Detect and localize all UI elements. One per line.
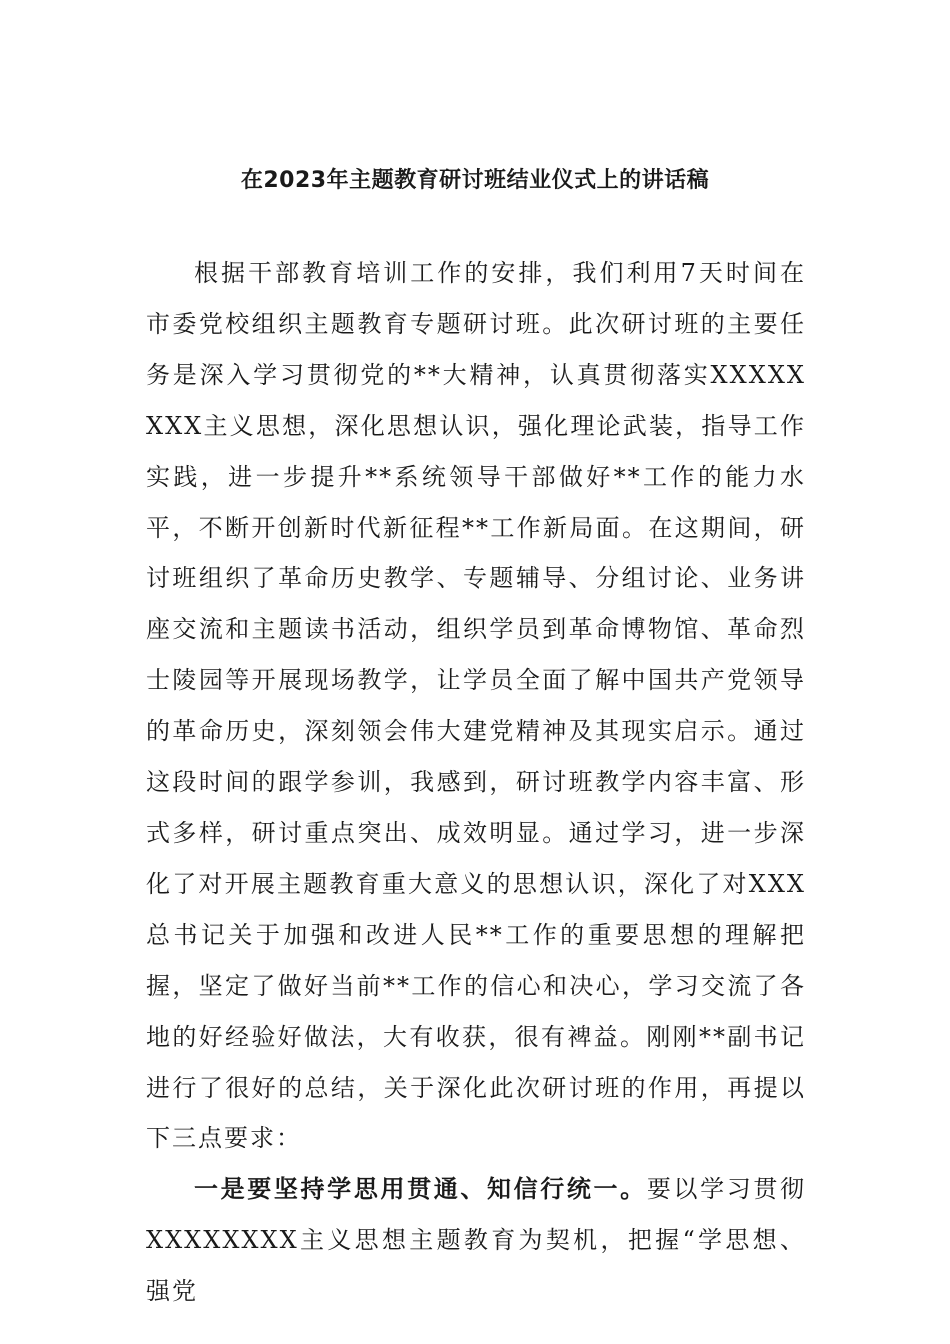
- document-body: [146, 248, 806, 1317]
- document-title: 在2023年主题教育研讨班结业仪式上的讲话稿: [240, 168, 710, 193]
- paragraph-intro-text: 根据干部教育培训工作的安排，我们利用7天时间在市委党校组织主题教育专题研讨班。此次研讨班的主要任务是深入学习贯彻党的**大精神，认真贯彻落实XXXXXXXX主义思想，深化思想认识，强化理论武装，指导工作实践，进一步提升**系统领导干部做好**工作的能力水平，不断开创新时代新征程**工作新局面。在这期间，研讨班组织了革命历史教学、专题辅导、分组讨论、业务讲座交流和主题读书活动，组织学员到革命博物馆、革命烈士陵园等开展现场教学，让学员全面了解中国共产党领导的革命历史，深刻领会伟大建党精神及其现实启示。通过这段时间的跟学参训，我感到，研讨班教学内容丰富、形式多样，研讨重点突出、成效明显。通过学习，进一步深化了对开展主题教育重大意义的思想认识，深化了对XXX总书记关于加强和改进人民**工作的重要思想的理解把握，坚定了做好当前**工作的信心和决心，学习交流了各地的好经验好做法，大有收获，很有裨益。刚刚**副书记进行了很好的总结，关于深化此次研讨班的作用，再提以下三点要求：: [146, 259, 806, 1153]
- paragraph-intro: [146, 248, 806, 1164]
- paragraph-requirement-one-lead: 一是要坚持学思用贯通、知信行统一。: [194, 1175, 647, 1204]
- paragraph-requirement-one-text: 要以学习贯彻XXXXXXXX主义思想主题教育为契机，把握“学思想、强党: [146, 1175, 807, 1306]
- paragraph-requirement-one: [146, 1164, 806, 1317]
